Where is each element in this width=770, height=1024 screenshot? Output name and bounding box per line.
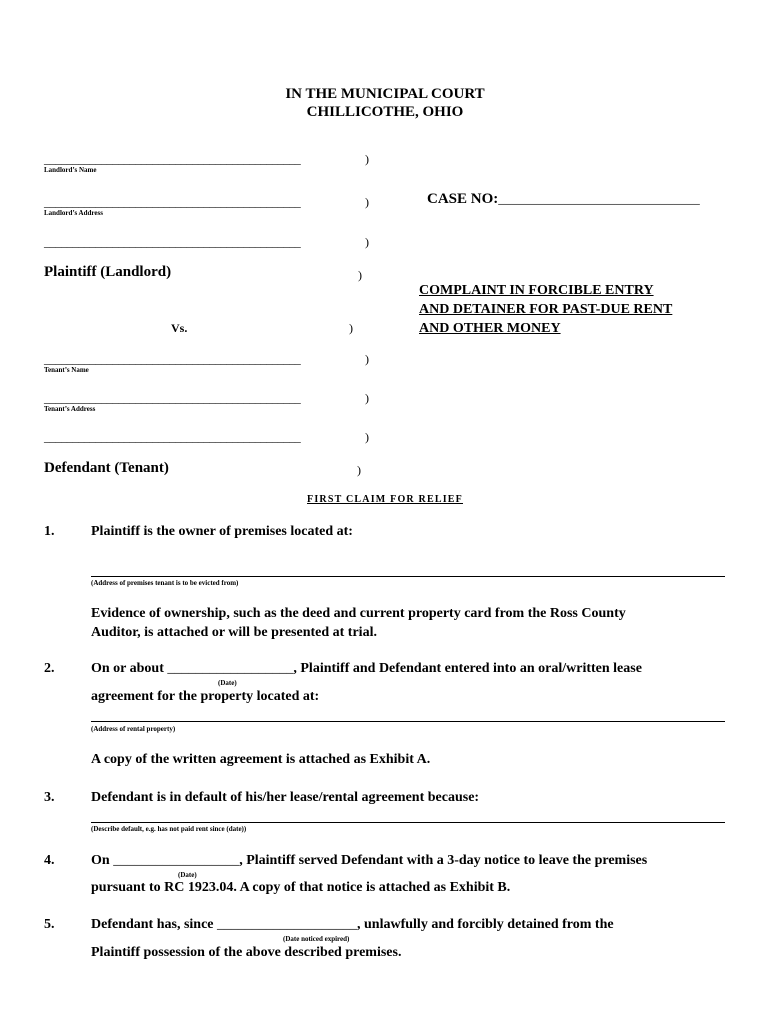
evidence-text-line2: Auditor, is attached or will be presented at trial.	[91, 625, 377, 640]
premises-address-field[interactable]	[91, 576, 725, 577]
landlord-address-field[interactable]: _____________________________________________	[44, 195, 301, 209]
notice-date-label: (Date)	[178, 871, 197, 879]
claim-heading: FIRST CLAIM FOR RELIEF	[307, 494, 463, 505]
paren: )	[365, 195, 369, 209]
court-title-line1: IN THE MUNICIPAL COURT	[285, 86, 485, 102]
caption-line1: COMPLAINT IN FORCIBLE ENTRY	[419, 283, 654, 298]
case-number-label: CASE NO:	[427, 191, 499, 207]
item-number: 2.	[44, 661, 55, 676]
evidence-text-line1: Evidence of ownership, such as the deed and current property card from the Ross County	[91, 606, 626, 621]
paren: )	[349, 321, 353, 335]
item2-text-line1	[91, 661, 642, 677]
paren: )	[358, 268, 362, 282]
court-title-line2: CHILLICOTHE, OHIO	[306, 104, 464, 120]
item5-text-line2: Plaintiff possession of the above described premises.	[91, 945, 402, 960]
case-number-field[interactable]	[427, 191, 700, 208]
rental-address-label: (Address of rental property)	[91, 725, 176, 733]
landlord-address-label: Landlord’s Address	[44, 209, 103, 217]
paren: )	[365, 352, 369, 366]
item-number: 5.	[44, 917, 55, 932]
paren: )	[365, 391, 369, 405]
tenant-name-field[interactable]: _____________________________________________	[44, 352, 301, 366]
item4-suffix: , Plaintiff served Defendant with a 3-day notice to leave the premises	[239, 853, 648, 868]
default-description-label: (Describe default, e.g. has not paid rent since (date))	[91, 825, 247, 833]
landlord-name-label: Landlord’s Name	[44, 166, 97, 174]
default-description-field[interactable]	[91, 822, 725, 823]
exhibit-a-note: A copy of the written agreement is attached as Exhibit A.	[91, 752, 431, 767]
item-number: 4.	[44, 853, 55, 868]
item2-text-line2: agreement for the property located at:	[91, 689, 320, 704]
caption-line2: AND DETAINER FOR PAST-DUE RENT	[419, 302, 673, 317]
paren: )	[357, 463, 361, 477]
item-number: 1.	[44, 524, 55, 539]
paren: )	[365, 430, 369, 444]
item4-text-line1	[91, 853, 647, 869]
item2-prefix: On or about	[91, 661, 164, 676]
case-number-blank: _______________________________	[498, 191, 700, 206]
defendant-label: Defendant (Tenant)	[44, 460, 169, 476]
tenant-extra-field[interactable]: _____________________________________________	[44, 430, 301, 444]
paren: )	[365, 152, 369, 166]
notice-expired-date-field[interactable]: ____________________	[217, 917, 358, 932]
notice-date-field[interactable]: __________________	[113, 853, 240, 868]
rental-address-field[interactable]	[91, 721, 725, 722]
premises-address-label: (Address of premises tenant is to be evicted from)	[91, 579, 239, 587]
item2-suffix: , Plaintiff and Defendant entered into an oral/written lease	[293, 661, 642, 676]
tenant-address-label: Tenant’s Address	[44, 405, 96, 413]
landlord-name-field[interactable]: _____________________________________________	[44, 152, 301, 166]
caption-line3: AND OTHER MONEY	[419, 321, 561, 336]
item5-suffix: , unlawfully and forcibly detained from the	[357, 917, 614, 932]
item1-text: Plaintiff is the owner of premises located at:	[91, 524, 353, 539]
lease-date-field[interactable]: __________________	[167, 661, 294, 676]
notice-expired-date-label: (Date noticed expired)	[283, 935, 350, 943]
item5-text-line1	[91, 917, 614, 933]
item5-prefix: Defendant has, since	[91, 917, 214, 932]
versus-label: Vs.	[171, 321, 188, 335]
plaintiff-label: Plaintiff (Landlord)	[44, 264, 172, 280]
item-number: 3.	[44, 790, 55, 805]
tenant-address-field[interactable]: _____________________________________________	[44, 391, 301, 405]
tenant-name-label: Tenant’s Name	[44, 366, 89, 374]
paren: )	[365, 235, 369, 249]
landlord-extra-field[interactable]: _____________________________________________	[44, 235, 301, 249]
lease-date-label: (Date)	[218, 679, 237, 687]
item4-prefix: On	[91, 853, 110, 868]
item4-text-line2: pursuant to RC 1923.04. A copy of that notice is attached as Exhibit B.	[91, 880, 511, 895]
item3-text: Defendant is in default of his/her lease/rental agreement because:	[91, 790, 480, 805]
